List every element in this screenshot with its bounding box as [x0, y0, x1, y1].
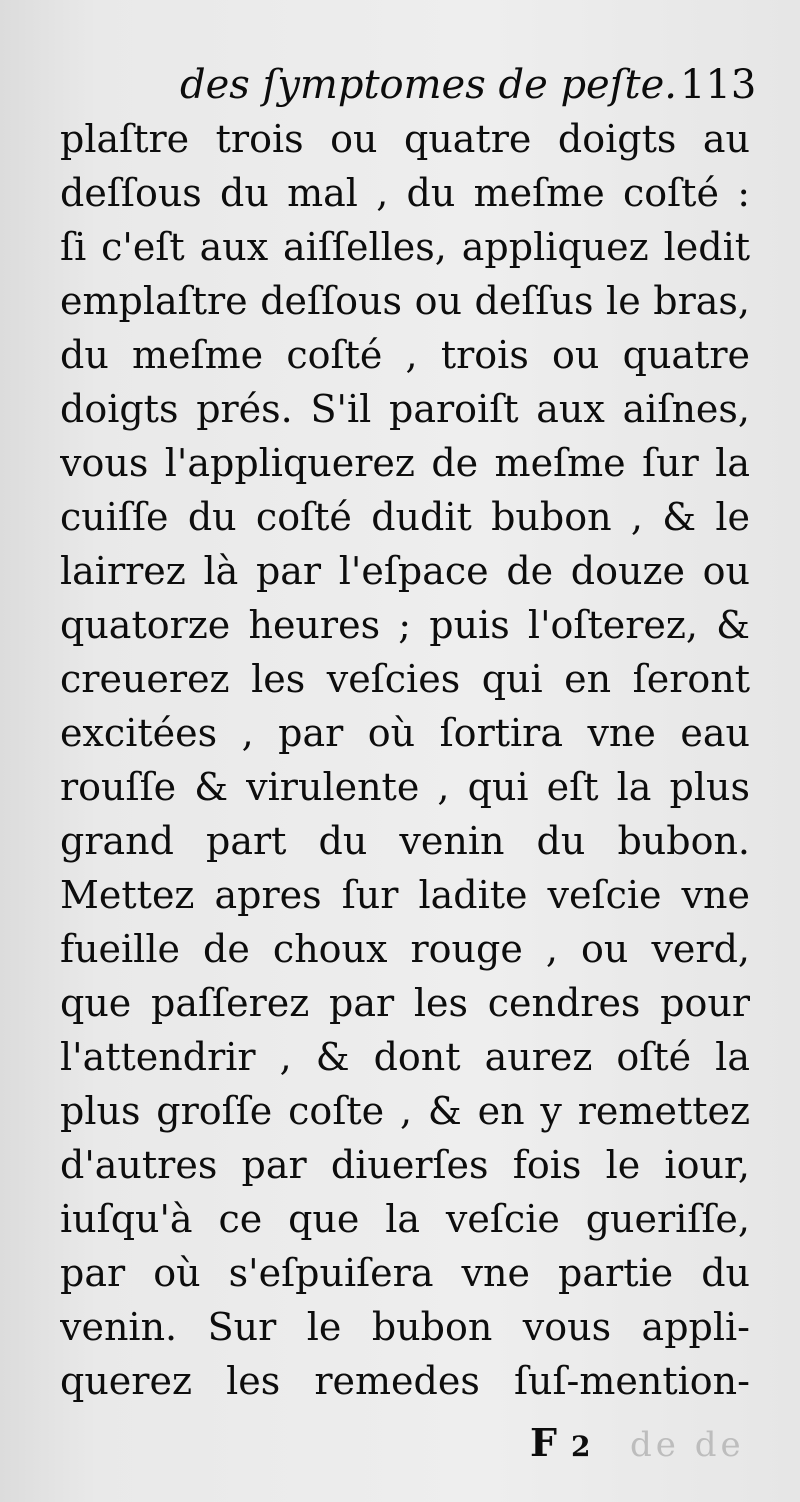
text-line: rouſſe & virulente , qui eſt la plus	[60, 765, 750, 809]
text-line: vous l'appliquerez de meſme ſur la	[60, 441, 750, 485]
bleed-through-text: de de	[630, 1425, 745, 1465]
text-line: ſi c'eſt aux aiſſelles, appliquez ledit	[60, 225, 750, 269]
text-line: fueille de choux rouge , ou verd,	[60, 927, 750, 971]
page-number: 113	[680, 62, 757, 108]
signature-mark	[530, 1420, 590, 1465]
text-line: venin. Sur le bubon vous appli-	[60, 1305, 750, 1349]
text-line: que paſſerez par les cendres pour	[60, 981, 750, 1025]
text-line: cuiſſe du coſté dudit bubon , & le	[60, 495, 750, 539]
text-line: grand part du venin du bubon.	[60, 819, 750, 863]
text-line: emplaſtre deſſous ou deſſus le bras,	[60, 279, 750, 323]
text-line: plaſtre trois ou quatre doigts au	[60, 117, 750, 161]
text-line: Mettez apres ſur ladite veſcie vne	[60, 873, 750, 917]
page-header	[0, 62, 800, 112]
text-line: par où s'eſpuiſera vne partie du	[60, 1251, 750, 1295]
text-line: quatorze heures ; puis l'oſterez, &	[60, 603, 750, 647]
text-line: lairrez là par l'eſpace de douze ou	[60, 549, 750, 593]
text-line: l'attendrir , & dont aurez oſté la	[60, 1035, 750, 1079]
text-line: plus groſſe coſte , & en y remettez	[60, 1089, 750, 1133]
signature-letter: F	[530, 1420, 557, 1465]
text-line: doigts prés. S'il paroiſt aux aiſnes,	[60, 387, 750, 431]
text-line: creuerez les veſcies qui en ſeront	[60, 657, 750, 701]
running-title: des ſymptomes de peſte.	[180, 62, 677, 108]
text-line: deſſous du mal , du meſme coſté :	[60, 171, 750, 215]
body-text	[60, 112, 750, 1408]
text-line: querez les remedes ſuſ-mention-	[60, 1359, 750, 1403]
text-line: iuſqu'à ce que la veſcie gueriſſe,	[60, 1197, 750, 1241]
text-line: excitées , par où ſortira vne eau	[60, 711, 750, 755]
text-line: du meſme coſté , trois ou quatre	[60, 333, 750, 377]
signature-number: 2	[570, 1430, 591, 1463]
text-line: d'autres par diuerſes fois le iour,	[60, 1143, 750, 1187]
